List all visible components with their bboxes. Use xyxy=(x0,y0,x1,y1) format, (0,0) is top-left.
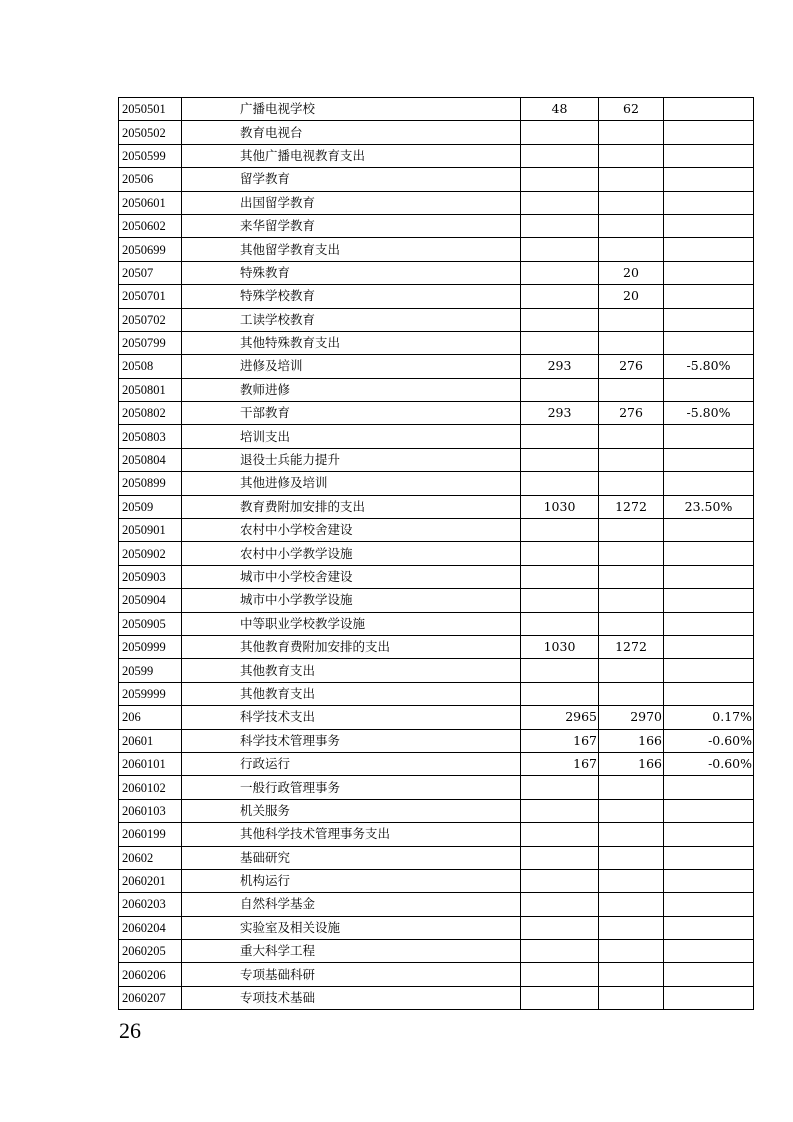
change-cell xyxy=(664,238,754,261)
value-cell-2: 1272 xyxy=(599,635,664,658)
change-cell xyxy=(664,799,754,822)
name-cell: 基础研究 xyxy=(182,846,521,869)
value-cell-1: 293 xyxy=(521,355,599,378)
change-cell xyxy=(664,823,754,846)
value-cell-1 xyxy=(521,659,599,682)
table-row xyxy=(119,799,754,822)
table-row xyxy=(119,214,754,237)
value-cell-1 xyxy=(521,542,599,565)
value-cell-2: 166 xyxy=(599,752,664,775)
table-row xyxy=(119,846,754,869)
value-cell-2: 20 xyxy=(599,285,664,308)
value-cell-2 xyxy=(599,308,664,331)
change-cell xyxy=(664,98,754,121)
code-cell: 2050502 xyxy=(119,121,182,144)
value-cell-2 xyxy=(599,986,664,1009)
code-cell: 20509 xyxy=(119,495,182,518)
table-row xyxy=(119,542,754,565)
value-cell-1: 1030 xyxy=(521,635,599,658)
name-cell: 出国留学教育 xyxy=(182,191,521,214)
table-row xyxy=(119,869,754,892)
value-cell-1 xyxy=(521,425,599,448)
value-cell-2 xyxy=(599,963,664,986)
change-cell xyxy=(664,565,754,588)
table-row xyxy=(119,986,754,1009)
value-cell-2 xyxy=(599,519,664,542)
page-number: 26 xyxy=(119,1018,141,1043)
value-cell-1 xyxy=(521,916,599,939)
change-cell xyxy=(664,285,754,308)
value-cell-1 xyxy=(521,519,599,542)
change-cell xyxy=(664,542,754,565)
code-cell: 2060207 xyxy=(119,986,182,1009)
value-cell-1 xyxy=(521,869,599,892)
table-row xyxy=(119,144,754,167)
value-cell-1: 2965 xyxy=(521,706,599,729)
table-row xyxy=(119,519,754,542)
table-row xyxy=(119,589,754,612)
name-cell: 特殊教育 xyxy=(182,261,521,284)
change-cell xyxy=(664,472,754,495)
table-row xyxy=(119,823,754,846)
value-cell-2 xyxy=(599,846,664,869)
value-cell-1 xyxy=(521,612,599,635)
table-row xyxy=(119,729,754,752)
code-cell: 2050899 xyxy=(119,472,182,495)
value-cell-2 xyxy=(599,425,664,448)
change-cell: 23.50% xyxy=(664,495,754,518)
code-cell: 2050802 xyxy=(119,402,182,425)
change-cell xyxy=(664,308,754,331)
value-cell-1: 48 xyxy=(521,98,599,121)
value-cell-1 xyxy=(521,261,599,284)
code-cell: 2050803 xyxy=(119,425,182,448)
name-cell: 其他教育费附加安排的支出 xyxy=(182,635,521,658)
table-row xyxy=(119,706,754,729)
change-cell xyxy=(664,916,754,939)
value-cell-2 xyxy=(599,331,664,354)
code-cell: 2050501 xyxy=(119,98,182,121)
table-row xyxy=(119,963,754,986)
name-cell: 特殊学校教育 xyxy=(182,285,521,308)
value-cell-1 xyxy=(521,144,599,167)
table-row xyxy=(119,565,754,588)
change-cell: -5.80% xyxy=(664,402,754,425)
value-cell-2: 166 xyxy=(599,729,664,752)
value-cell-2 xyxy=(599,472,664,495)
table-row xyxy=(119,472,754,495)
table-row xyxy=(119,940,754,963)
change-cell xyxy=(664,378,754,401)
name-cell: 城市中小学校舍建设 xyxy=(182,565,521,588)
value-cell-1 xyxy=(521,893,599,916)
change-cell xyxy=(664,869,754,892)
change-cell xyxy=(664,635,754,658)
change-cell xyxy=(664,986,754,1009)
value-cell-1 xyxy=(521,565,599,588)
code-cell: 2060203 xyxy=(119,893,182,916)
table-row xyxy=(119,752,754,775)
value-cell-2 xyxy=(599,940,664,963)
change-cell xyxy=(664,214,754,237)
value-cell-2: 2970 xyxy=(599,706,664,729)
name-cell: 干部教育 xyxy=(182,402,521,425)
table-row xyxy=(119,425,754,448)
code-cell: 2060205 xyxy=(119,940,182,963)
change-cell xyxy=(664,331,754,354)
change-cell xyxy=(664,425,754,448)
value-cell-2 xyxy=(599,916,664,939)
value-cell-1 xyxy=(521,121,599,144)
value-cell-2 xyxy=(599,565,664,588)
change-cell xyxy=(664,261,754,284)
value-cell-2 xyxy=(599,799,664,822)
value-cell-1 xyxy=(521,940,599,963)
code-cell: 20506 xyxy=(119,168,182,191)
name-cell: 留学教育 xyxy=(182,168,521,191)
name-cell: 工读学校教育 xyxy=(182,308,521,331)
value-cell-1 xyxy=(521,986,599,1009)
name-cell: 来华留学教育 xyxy=(182,214,521,237)
value-cell-1 xyxy=(521,448,599,471)
value-cell-1 xyxy=(521,238,599,261)
value-cell-1 xyxy=(521,308,599,331)
code-cell: 2050904 xyxy=(119,589,182,612)
change-cell xyxy=(664,121,754,144)
value-cell-2 xyxy=(599,448,664,471)
table-row xyxy=(119,378,754,401)
value-cell-2: 276 xyxy=(599,355,664,378)
table-row xyxy=(119,916,754,939)
table-row xyxy=(119,635,754,658)
value-cell-1 xyxy=(521,846,599,869)
value-cell-1 xyxy=(521,331,599,354)
value-cell-1 xyxy=(521,378,599,401)
value-cell-2 xyxy=(599,542,664,565)
value-cell-2: 62 xyxy=(599,98,664,121)
change-cell xyxy=(664,940,754,963)
name-cell: 机构运行 xyxy=(182,869,521,892)
code-cell: 2050903 xyxy=(119,565,182,588)
table-row xyxy=(119,331,754,354)
name-cell: 自然科学基金 xyxy=(182,893,521,916)
name-cell: 进修及培训 xyxy=(182,355,521,378)
table-row xyxy=(119,448,754,471)
code-cell: 2050799 xyxy=(119,331,182,354)
value-cell-2 xyxy=(599,869,664,892)
value-cell-1: 1030 xyxy=(521,495,599,518)
budget-table-body xyxy=(119,98,754,1010)
value-cell-2 xyxy=(599,823,664,846)
value-cell-2 xyxy=(599,682,664,705)
name-cell: 其他科学技术管理事务支出 xyxy=(182,823,521,846)
name-cell: 一般行政管理事务 xyxy=(182,776,521,799)
value-cell-2 xyxy=(599,238,664,261)
value-cell-1 xyxy=(521,799,599,822)
change-cell xyxy=(664,963,754,986)
name-cell: 实验室及相关设施 xyxy=(182,916,521,939)
name-cell: 专项基础科研 xyxy=(182,963,521,986)
value-cell-1 xyxy=(521,963,599,986)
value-cell-1: 167 xyxy=(521,729,599,752)
change-cell xyxy=(664,846,754,869)
name-cell: 培训支出 xyxy=(182,425,521,448)
code-cell: 2060204 xyxy=(119,916,182,939)
budget-table xyxy=(118,97,754,1010)
table-row xyxy=(119,238,754,261)
code-cell: 2060201 xyxy=(119,869,182,892)
table-row xyxy=(119,98,754,121)
value-cell-1 xyxy=(521,776,599,799)
name-cell: 其他教育支出 xyxy=(182,682,521,705)
table-row xyxy=(119,612,754,635)
change-cell: 0.17% xyxy=(664,706,754,729)
table-row xyxy=(119,261,754,284)
change-cell xyxy=(664,682,754,705)
name-cell: 其他特殊教育支出 xyxy=(182,331,521,354)
table-row xyxy=(119,355,754,378)
value-cell-1 xyxy=(521,191,599,214)
change-cell: -0.60% xyxy=(664,752,754,775)
value-cell-2 xyxy=(599,589,664,612)
value-cell-2 xyxy=(599,144,664,167)
code-cell: 20599 xyxy=(119,659,182,682)
value-cell-2: 20 xyxy=(599,261,664,284)
value-cell-1 xyxy=(521,823,599,846)
code-cell: 2050804 xyxy=(119,448,182,471)
change-cell xyxy=(664,893,754,916)
code-cell: 2050599 xyxy=(119,144,182,167)
value-cell-2 xyxy=(599,214,664,237)
code-cell: 2050702 xyxy=(119,308,182,331)
table-row xyxy=(119,402,754,425)
table-row xyxy=(119,168,754,191)
table-row xyxy=(119,191,754,214)
code-cell: 2060103 xyxy=(119,799,182,822)
code-cell: 2060206 xyxy=(119,963,182,986)
name-cell: 教育电视台 xyxy=(182,121,521,144)
value-cell-1 xyxy=(521,285,599,308)
name-cell: 其他教育支出 xyxy=(182,659,521,682)
name-cell: 机关服务 xyxy=(182,799,521,822)
name-cell: 广播电视学校 xyxy=(182,98,521,121)
table-row xyxy=(119,121,754,144)
name-cell: 专项技术基础 xyxy=(182,986,521,1009)
value-cell-1: 167 xyxy=(521,752,599,775)
code-cell: 2060102 xyxy=(119,776,182,799)
change-cell xyxy=(664,589,754,612)
value-cell-1 xyxy=(521,214,599,237)
value-cell-2 xyxy=(599,893,664,916)
change-cell xyxy=(664,448,754,471)
name-cell: 退役士兵能力提升 xyxy=(182,448,521,471)
name-cell: 重大科学工程 xyxy=(182,940,521,963)
change-cell xyxy=(664,191,754,214)
code-cell: 20508 xyxy=(119,355,182,378)
name-cell: 科学技术支出 xyxy=(182,706,521,729)
code-cell: 2059999 xyxy=(119,682,182,705)
code-cell: 20602 xyxy=(119,846,182,869)
change-cell: -5.80% xyxy=(664,355,754,378)
table-row xyxy=(119,893,754,916)
code-cell: 2050601 xyxy=(119,191,182,214)
code-cell: 2060101 xyxy=(119,752,182,775)
name-cell: 其他进修及培训 xyxy=(182,472,521,495)
code-cell: 2050999 xyxy=(119,635,182,658)
value-cell-1: 293 xyxy=(521,402,599,425)
value-cell-2 xyxy=(599,168,664,191)
value-cell-1 xyxy=(521,682,599,705)
change-cell xyxy=(664,519,754,542)
code-cell: 2060199 xyxy=(119,823,182,846)
value-cell-2 xyxy=(599,378,664,401)
change-cell xyxy=(664,659,754,682)
name-cell: 其他广播电视教育支出 xyxy=(182,144,521,167)
change-cell xyxy=(664,612,754,635)
code-cell: 2050801 xyxy=(119,378,182,401)
change-cell: -0.60% xyxy=(664,729,754,752)
name-cell: 教师进修 xyxy=(182,378,521,401)
value-cell-1 xyxy=(521,168,599,191)
value-cell-1 xyxy=(521,589,599,612)
name-cell: 科学技术管理事务 xyxy=(182,729,521,752)
table-row xyxy=(119,308,754,331)
value-cell-2 xyxy=(599,191,664,214)
table-row xyxy=(119,682,754,705)
table-row xyxy=(119,495,754,518)
name-cell: 其他留学教育支出 xyxy=(182,238,521,261)
change-cell xyxy=(664,144,754,167)
value-cell-1 xyxy=(521,472,599,495)
value-cell-2: 276 xyxy=(599,402,664,425)
value-cell-2 xyxy=(599,659,664,682)
code-cell: 2050701 xyxy=(119,285,182,308)
name-cell: 农村中小学教学设施 xyxy=(182,542,521,565)
code-cell: 2050901 xyxy=(119,519,182,542)
value-cell-2 xyxy=(599,612,664,635)
table-row xyxy=(119,285,754,308)
value-cell-2 xyxy=(599,776,664,799)
code-cell: 2050902 xyxy=(119,542,182,565)
change-cell xyxy=(664,776,754,799)
change-cell xyxy=(664,168,754,191)
name-cell: 行政运行 xyxy=(182,752,521,775)
code-cell: 2050905 xyxy=(119,612,182,635)
name-cell: 教育费附加安排的支出 xyxy=(182,495,521,518)
code-cell: 2050602 xyxy=(119,214,182,237)
value-cell-2: 1272 xyxy=(599,495,664,518)
table-row xyxy=(119,776,754,799)
name-cell: 中等职业学校教学设施 xyxy=(182,612,521,635)
code-cell: 20507 xyxy=(119,261,182,284)
code-cell: 206 xyxy=(119,706,182,729)
name-cell: 城市中小学教学设施 xyxy=(182,589,521,612)
name-cell: 农村中小学校舍建设 xyxy=(182,519,521,542)
value-cell-2 xyxy=(599,121,664,144)
table-row xyxy=(119,659,754,682)
code-cell: 2050699 xyxy=(119,238,182,261)
code-cell: 20601 xyxy=(119,729,182,752)
